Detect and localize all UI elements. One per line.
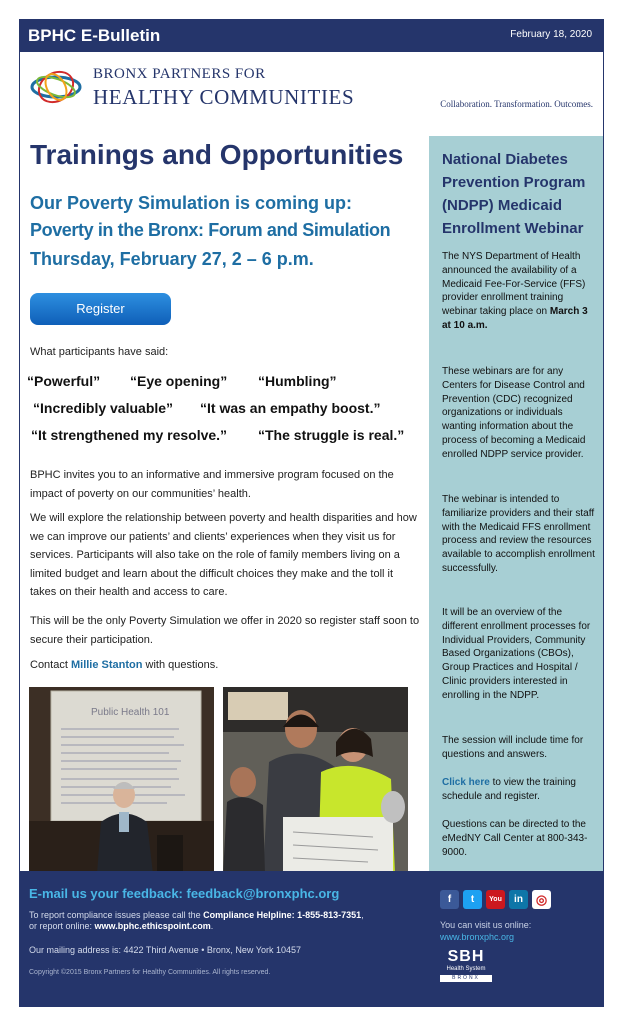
sidebar-p1-date: March 3 at 10 a.m. — [442, 306, 588, 331]
quote-strengthened-resolve: “It strengthened my resolve.” — [31, 427, 228, 443]
sidebar-paragraph-5: The session will include time for questions and answers. — [442, 735, 584, 760]
event-subtitle: Our Poverty Simulation is coming up: — [30, 193, 353, 213]
quote-humbling: “Humbling” — [258, 373, 337, 389]
contact-link[interactable]: Millie Stanton — [70, 659, 143, 671]
contact-suffix: with questions. — [142, 659, 219, 671]
compliance-helpline: Compliance Helpline: 1-855-813-7351 — [203, 910, 362, 920]
compliance-line — [29, 910, 364, 920]
event-name: Poverty in the Bronx: Forum and Simulation — [30, 220, 391, 240]
quote-powerful: “Powerful” — [27, 373, 101, 389]
online-prefix: or report online: — [29, 921, 95, 931]
masthead — [19, 52, 604, 136]
sidebar — [429, 136, 604, 906]
feedback-link[interactable]: E-mail us your feedback: feedback@bronxphc.org — [29, 886, 340, 901]
details-paragraph: We will explore the relationship between poverty and health disparities and how we can improve our patients’ and clients’ experiences when they visit us for services. Participants will also take on the role of family members living on a limited budget and learn about the difficult choices they make and the toll it takes on their health and access to care. — [30, 512, 417, 598]
quote-struggle-is-real: “The struggle is real.” — [258, 427, 405, 443]
mailing-address: Our mailing address is: 4422 Third Avenue • Bronx, New York 10457 — [29, 945, 301, 955]
online-suffix: . — [210, 921, 214, 931]
contact-prefix: Contact — [30, 659, 71, 671]
twitter-icon[interactable]: t — [463, 890, 482, 909]
org-name-line1: BRONX PARTNERS FOR — [93, 66, 266, 82]
bulletin-frame — [19, 19, 604, 1007]
participants-photo — [223, 687, 408, 874]
only-simulation-paragraph: This will be the only Poverty Simulation we offer in 2020 so register staff soon to secure their participation. — [30, 615, 420, 646]
register-button[interactable]: Register — [30, 293, 171, 325]
social-icons — [440, 890, 551, 909]
sidebar-p1-text: The NYS Department of Health announced the availability of a Medicaid Fee-For-Service (FFS) provider enrollment training webinar taking place on — [442, 251, 586, 318]
website-link[interactable]: www.bronxphc.org — [440, 932, 515, 942]
bulletin-date: February 18, 2020 — [510, 29, 592, 40]
sidebar-paragraph-7: Questions can be directed to the eMedNY Call Center at 800-343-9000. — [442, 819, 588, 858]
sbh-logo-text: SBH — [447, 948, 485, 965]
tagline: Collaboration. Transformation. Outcomes. — [440, 99, 593, 109]
org-name-line2: HEALTHY COMMUNITIES — [93, 85, 355, 109]
quote-incredibly-valuable: “Incredibly valuable” — [33, 400, 174, 416]
presenter-photo — [29, 687, 214, 874]
intro-paragraph: BPHC invites you to an informative and immersive program focused on the impact of poverty on our communities’ health. — [30, 469, 394, 500]
sidebar-paragraph-2: These webinars are for any Centers for Disease Control and Prevention (CDC) recognized organizations or individuals wanting information about the process of becoming a Medicaid enrolled NDPP service provider. — [442, 366, 586, 460]
linkedin-icon[interactable]: in — [509, 890, 528, 909]
main-column — [19, 136, 429, 906]
sbh-logo-bar: BRONX — [440, 975, 492, 982]
click-here-link[interactable]: Click here — [442, 777, 490, 788]
sidebar-paragraph-6 — [442, 776, 597, 804]
sidebar-title: National Diabetes Prevention Program (NDPP) Medicaid Enrollment Webinar — [442, 151, 586, 237]
sbh-logo-subtext: Health System — [446, 966, 486, 972]
sidebar-paragraph-4: It will be an overview of the different enrollment processes for Individual Providers, Community Based Organizations (CBOs), Group Practices and Hospital / Clinic providers interested in enrolling in the NDPP. — [442, 607, 591, 701]
participants-intro: What participants have said: — [30, 346, 169, 358]
top-bar — [19, 19, 604, 52]
bphc-social-icon[interactable]: ◎ — [532, 890, 551, 909]
sidebar-paragraph-1 — [442, 250, 597, 333]
sidebar-paragraph-3: The webinar is intended to familiarize providers and their staff with the Medicaid FFS enrollment process and review the resources available to accomplish enrollment successfully. — [442, 494, 595, 574]
bulletin-title: BPHC E-Bulletin — [28, 26, 161, 45]
contact-paragraph — [30, 656, 422, 675]
sbh-logo — [440, 948, 492, 982]
quote-empathy-boost: “It was an empathy boost.” — [200, 400, 381, 416]
youtube-icon[interactable]: You — [486, 890, 505, 909]
quote-eye-opening: “Eye opening” — [130, 373, 228, 389]
facebook-icon[interactable]: f — [440, 890, 459, 909]
section-title: Trainings and Opportunities — [30, 139, 404, 170]
slide-title: Public Health 101 — [91, 707, 170, 718]
online-report-line — [29, 921, 213, 931]
visit-online-label: You can visit us online: — [440, 920, 532, 930]
footer — [19, 871, 604, 1007]
compliance-suffix: , — [361, 910, 364, 920]
event-date: Thursday, February 27, 2 – 6 p.m. — [30, 249, 314, 269]
copyright: Copyright ©2015 Bronx Partners for Healthy Communities. All rights reserved. — [29, 969, 271, 976]
sidebar-p6-text: to view the training schedule and register. — [442, 777, 576, 802]
ethicspoint-link[interactable]: www.bphc.ethicspoint.com — [94, 921, 211, 931]
compliance-prefix: To report compliance issues please call the — [29, 910, 204, 920]
bphc-logo-icon — [29, 69, 83, 105]
